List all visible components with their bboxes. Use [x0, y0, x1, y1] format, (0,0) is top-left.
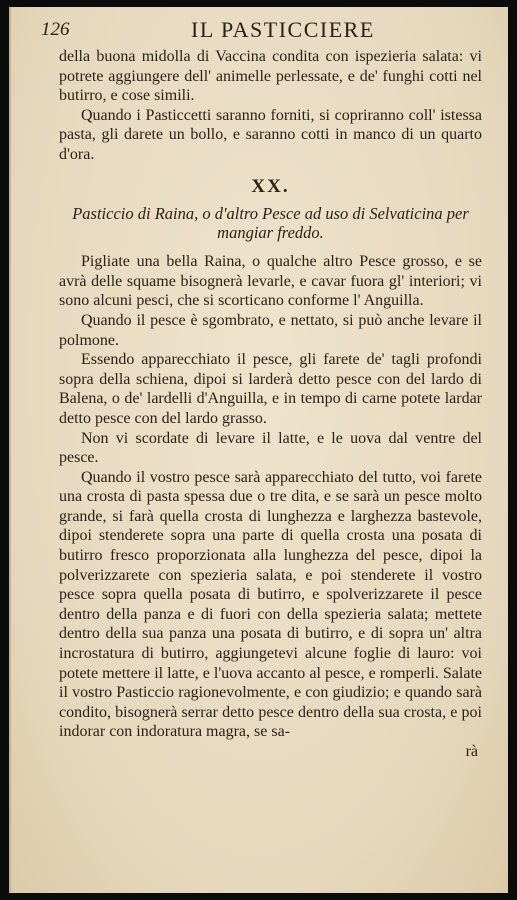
book-page — [9, 7, 508, 893]
paragraph: Non vi scordate di levare il latte, e le uova dal ventre del pesce. — [59, 429, 482, 467]
paragraph: Essendo apparecchiato il pesce, gli farete de' tagli profondi sopra della schiena, dipoi si larderà detto pesce con del lardo di Balena, o de' lardelli d'Anguilla, e in tempo di carne potete lardar detto pesce con del lardo grasso. — [59, 351, 482, 427]
paragraph: Quando il vostro pesce sarà apparecchiato del tutto, voi farete una crosta di pasta spessa due o tre dita, e se sarà un pesce molto grande, si farà quella crosta di lunghezza e larghezza bastevole, dipoi stenderete sopra una parte di quella crosta una posata di butirro fresco proporzionata alla lunghezza del pesce, dipoi la polverizzarete con spezieria salata, e poi stenderete il vostro pesce sopra quella posata di butirro, e spolverizzarete il pesce dentro della panza e di fuori con della spezieria salata; mettete dentro della sua panza una posata di butirro, e di sopra un' altra incrostatura di butirro, aggiungetevi alcune foglie di lauro: voi potete mettere il latte, e l'uova accanto al pesce, e romperli. Salate il vostro Pasticcio ragionevolmente, e con giudizio; e quando sarà condito, bisognerà serrar detto pesce dentro della sua crosta, e poi indorar con indoratura magra, se sa- — [59, 468, 482, 741]
page-edge — [9, 7, 11, 893]
running-title: IL PASTICCIERE — [191, 17, 375, 42]
paragraph: Pigliate una bella Raina, o qualche altro Pesce grosso, e se avrà delle squame bisognerà levarle, e cavar fuora gl' interiori; vi sono alcuni pesci, che si scorticano conforme l' Anguilla. — [59, 253, 482, 310]
running-head — [41, 17, 486, 43]
recipe-title: Pasticcio di Raina, o d'altro Pesce ad uso di Selvaticina per mangiar freddo. — [72, 204, 469, 243]
page-number: 126 — [41, 19, 70, 40]
catchword: rà — [465, 743, 478, 760]
paragraph: Quando il pesce è sgombrato, e nettato, si può anche levare il polmone. — [59, 311, 482, 349]
page-body — [59, 47, 482, 762]
section-number: XX. — [251, 175, 290, 197]
paragraph: Quando i Pasticcetti saranno forniti, si copriranno coll' istessa pasta, gli darete un bollo, e saranno cotti in manco di un quarto d'ora. — [59, 106, 482, 163]
paragraph-continued: della buona midolla di Vaccina condita con ispezieria salata: vi potrete aggiungere dell' animelle perlessate, e de' funghi cotti nel butirro, e cose simili. — [59, 48, 482, 105]
